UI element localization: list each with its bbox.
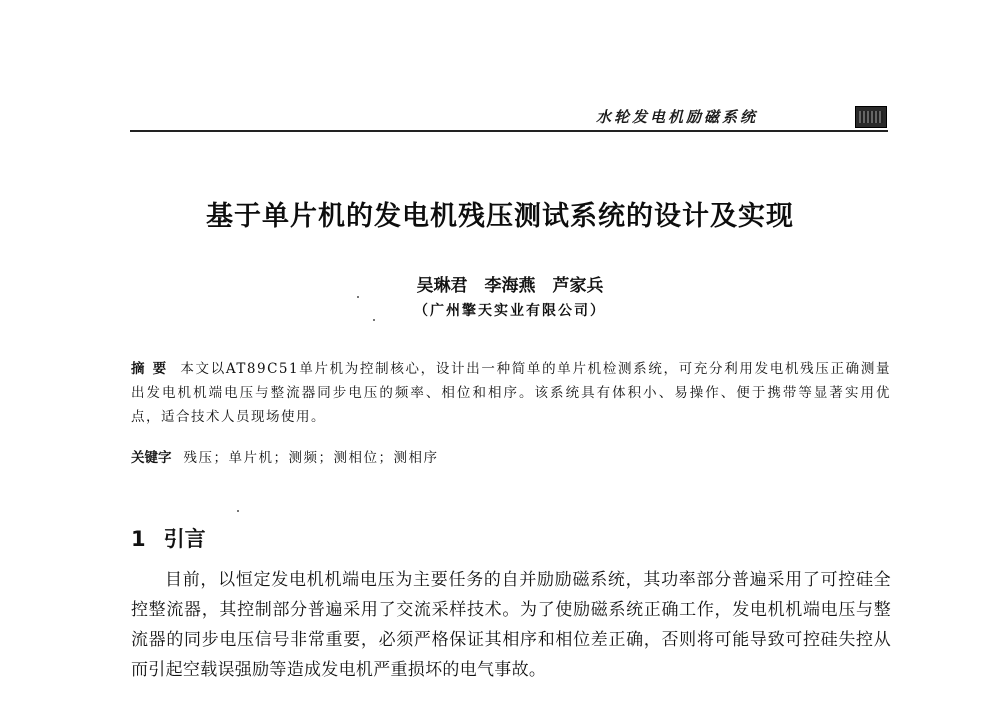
keywords-label: 关键字 [131, 450, 172, 466]
abstract-label: 摘要 [131, 361, 175, 377]
scan-speck [237, 510, 239, 512]
section-title: 引言 [163, 527, 206, 551]
abstract-block [131, 357, 891, 429]
header-rule [130, 130, 888, 132]
keywords-block [131, 448, 891, 468]
abstract-text: 本文以AT89C51单片机为控制核心，设计出一种简单的单片机检测系统，可充分利用发电机残压正确测量出发电机机端电压与整流器同步电压的频率、相位和相序。该系统具有体积小、易操作、便于携带等显著实用优点，适合技术人员现场使用。 [131, 361, 892, 425]
section-number: 1 [131, 527, 146, 551]
journal-logo-icon [855, 106, 887, 128]
paper-title: 基于单片机的发电机残压测试系统的设计及实现 [206, 201, 794, 232]
author-list: 吴琳君 李海燕 芦家兵 [416, 276, 604, 296]
keywords-text: 残压；单片机；测频；测相位；测相序 [183, 450, 439, 466]
scan-speck [357, 296, 359, 298]
running-header: 水轮发电机励磁系统 [596, 108, 759, 126]
section-heading [131, 523, 206, 553]
body-paragraph: 目前，以恒定发电机机端电压为主要任务的自并励励磁系统，其功率部分普遍采用了可控硅全控整流器，其控制部分普遍采用了交流采样技术。为了使励磁系统正确工作，发电机机端电压与整流器的同步电压信号非常重要，必须严格保证其相序和相位差正确，否则将可能导致可控硅失控从而引起空载误强励等造成发电机严重损坏的电气事故。 [131, 570, 891, 680]
scan-speck [373, 319, 375, 321]
author-affiliation: （广州擎天实业有限公司） [414, 303, 606, 319]
